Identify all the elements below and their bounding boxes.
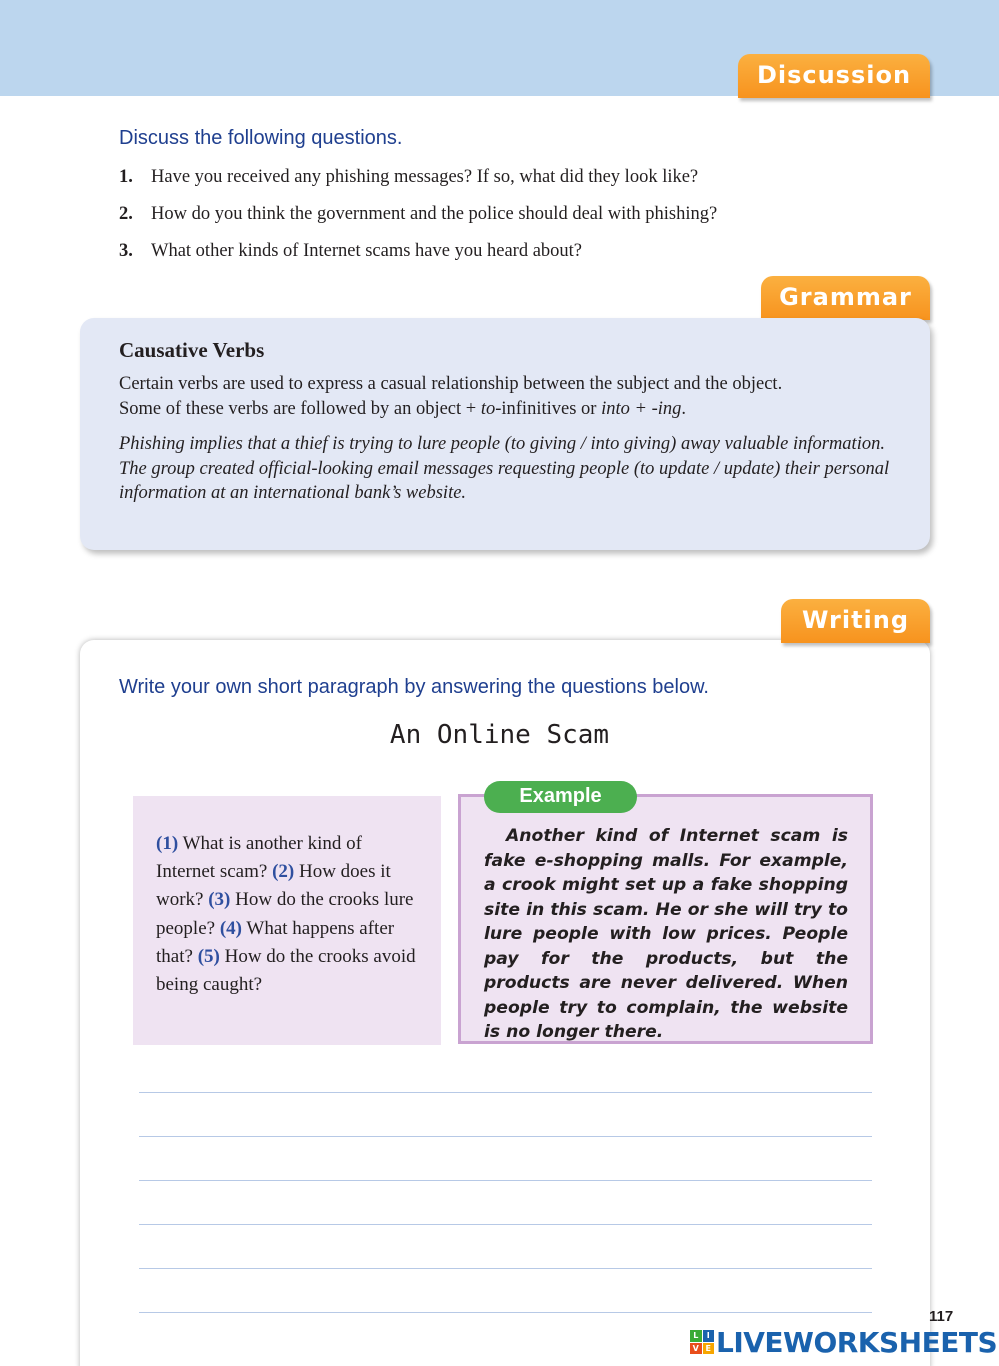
grammar-body-text: -infinitives or [495, 399, 602, 419]
discussion-question [119, 239, 899, 276]
liveworksheets-brand[interactable] [690, 1325, 997, 1359]
logo-letter: L [690, 1330, 702, 1342]
grammar-box [80, 318, 930, 550]
prompt-question: How do the crooks avoid being caught? [156, 945, 416, 996]
answer-line[interactable] [139, 1224, 872, 1225]
answer-line[interactable] [139, 1268, 872, 1269]
writing-heading: Write your own short paragraph by answering the questions below. [119, 676, 709, 698]
question-number: 1. [119, 167, 133, 187]
question-number: 2. [119, 204, 133, 224]
prompt-number: (5) [197, 945, 220, 967]
answer-line[interactable] [139, 1180, 872, 1181]
prompt-question: What is another kind of Internet scam? [156, 833, 362, 883]
example-paragraph: Another kind of Internet scam is fake e-shopping malls. For example, a crook might set up a fake shopping site in this scam. He or she will try to lure people with low prices. People pay for the products, but the products are never delivered. When people try to complain, the website is no longer there. [484, 826, 848, 1042]
brand-text: LIVEWORKSHEETS [716, 1325, 998, 1359]
grammar-body-text: Some of these verbs are followed by an object + [119, 399, 481, 419]
prompt-question: What happens after that? [156, 917, 395, 967]
discussion-question [119, 165, 899, 202]
grammar-body-italic: to [480, 399, 496, 419]
logo-letter: V [690, 1343, 702, 1355]
example-badge: Example [484, 781, 637, 813]
prompt-number: (2) [272, 861, 295, 883]
grammar-body-text: . [681, 399, 687, 419]
grammar-explanation [119, 372, 899, 422]
page-number: 117 [929, 1308, 954, 1325]
question-text: What other kinds of Internet scams have you heard about? [151, 241, 583, 261]
grammar-body-line-1: Certain verbs are used to express a casual relationship between the subject and the object. [119, 374, 783, 394]
writing-title: An Online Scam [389, 720, 610, 750]
prompt-question: How does it work? [156, 861, 391, 911]
prompt-number: (1) [156, 833, 179, 854]
grammar-body-line-2 [119, 397, 899, 422]
prompt-text [156, 830, 424, 999]
question-number: 3. [119, 241, 133, 261]
grammar-examples [119, 432, 899, 506]
discussion-question [119, 202, 899, 239]
grammar-tab: Grammar [761, 276, 930, 320]
discussion-question-list [119, 165, 899, 276]
answer-line[interactable] [139, 1312, 872, 1313]
discussion-tab: Discussion [738, 54, 930, 98]
prompt-question: How do the crooks lure people? [156, 889, 414, 939]
logo-letter: I [703, 1330, 715, 1342]
prompt-number: (3) [208, 889, 231, 911]
liveworksheets-logo-icon [690, 1330, 714, 1354]
prompt-box [133, 796, 441, 1045]
answer-line[interactable] [139, 1136, 872, 1137]
grammar-example-2: The group created official-looking email messages requesting people (to update / update) their personal information at an international bank’s website. [119, 458, 890, 503]
writing-tab: Writing [781, 599, 930, 643]
question-text: How do you think the government and the police should deal with phishing? [151, 204, 718, 224]
question-text: Have you received any phishing messages? If so, what did they look like? [151, 167, 699, 187]
discussion-heading: Discuss the following questions. [119, 127, 403, 149]
grammar-body-italic: into + -ing [601, 399, 682, 419]
answer-line[interactable] [139, 1092, 872, 1093]
logo-letter: E [703, 1343, 715, 1355]
grammar-example-1: Phishing implies that a thief is trying to lure people (to giving / into giving) away valuable information. [119, 434, 885, 454]
prompt-number: (4) [219, 917, 242, 939]
grammar-title: Causative Verbs [119, 338, 265, 362]
